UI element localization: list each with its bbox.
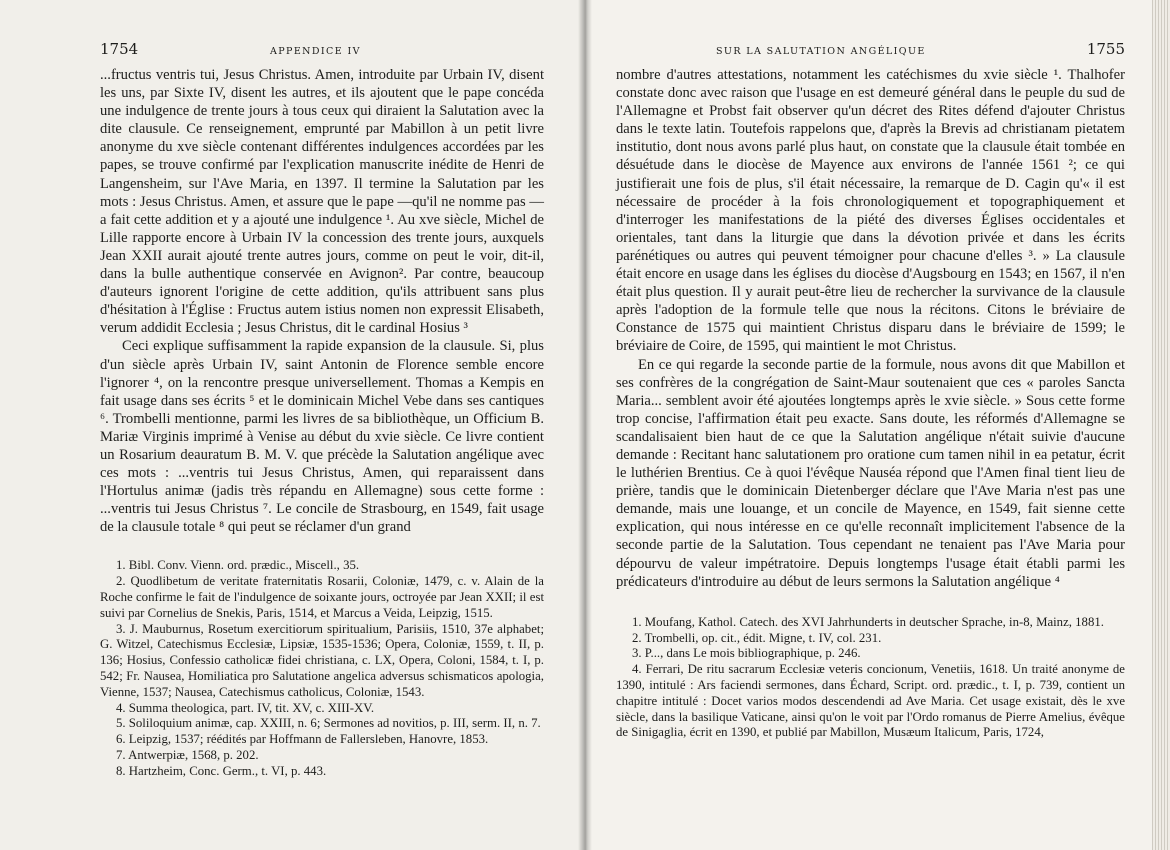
footnote: 2. Quodlibetum de veritate fraternitatis Rosarii, Coloniæ, 1479, c. v. Alain de la Roche confirme le fait de l'indulgence de soixante jours, octroyée par Jean XXII; il est suivi par Cornelius de Snekis, Paris, 1514, et Marcus a Veida, Leipzig, 1515.: [100, 574, 544, 620]
right-body-text: [616, 66, 1125, 591]
footnote: 4. Ferrari, De ritu sacrarum Ecclesiæ veteris concionum, Venetiis, 1618. Un traité anonyme de 1390, intitulé : Ars faciendi sermones, dans Échard, Script. ord. prædic., t. I, p. 739, contient un chapitre intitulé : Docet varios modos descendendi ad Ave Maria. Cet usage existait, dès le xve siècle, dans la basilique Vaticane, ainsi qu'on le voit par l'Ordo romanus de Pierre Amelius, évêque de Sinigaglia, écrit en 1390, et publié par Mabillon, Musæum Italicum, Paris, 1724,: [616, 662, 1125, 740]
left-page-number: 1754: [100, 40, 139, 58]
left-paragraph-2: Ceci explique suffisamment la rapide expansion de la clausule. Si, plus d'un siècle après Urbain IV, saint Antonin de Florence semble encore l'ignorer ⁴, on la rencontre presque universellement. Thomas a Kempis en fait usage dans ses écrits ⁵ et le dominicain Michel Vebe dans ses cantiques ⁶. Trombelli mentionne, parmi les livres de sa bibliothèque, un Officium B. Mariæ Virginis imprimé à Venise au début du xvie siècle. Ce livre contient un Rosarium deauratum B. M. V. que précède la Salutation angélique avec ces mots : ...ventris tui Jesus Christus, Amen, qui reparaissent dans l'Hortulus animæ (jadis très répandu en Allemagne) sous cette forme : ...ventris tui Jesus Christus ⁷. Le concile de Strasbourg, en 1549, fait usage de la clausule totale ⁸ qui peut se réclamer d'un grand: [100, 338, 544, 536]
left-running-head: [100, 40, 544, 66]
footnote: 8. Hartzheim, Conc. Germ., t. VI, p. 443.: [116, 763, 327, 778]
left-page: [0, 0, 584, 850]
footnote: 3. P..., dans Le mois bibliographique, p. 246.: [632, 646, 861, 661]
footnote: 4. Summa theologica, part. IV, tit. XV, c. XIII-XV.: [116, 700, 375, 715]
right-page: [584, 0, 1170, 850]
left-running-title: APPENDICE IV: [270, 46, 361, 57]
footnote: 1. Bibl. Conv. Vienn. ord. prædic., Miscell., 35.: [116, 558, 360, 573]
right-footnotes: [616, 615, 1125, 741]
left-body-text: [100, 66, 544, 536]
right-paragraph-1: nombre d'autres attestations, notamment les catéchismes du xvie siècle ¹. Thalhofer constate donc avec raison que l'usage en est demeuré général dans le peuple du sud de l'Allemagne et Probst fait observer qu'un décret des Rites défend d'ajouter Christus dans le texte latin. Toutefois rappelons que, d'après la Brevis ad christianam pietatem institutio, dont nous avons parlé plus haut, on constate que la clausule était tombée en désuétude dans le diocèse de Mayence aux environs de l'année 1561 ²; ce qui justifierait une fois de plus, s'il était nécessaire, la remarque de D. Cagin qu'« il est nécessaire de procéder à la fois chronologiquement et topographiquement et d'interroger les manifestations de la piété des diverses Églises occidentales et orientales, tant dans la liturgie que dans la dévotion privée et dans les écrits parénétiques ou autres qui peuvent témoigner pour chacune d'elles ³. » La clausule était encore en usage dans les églises du diocèse d'Augsbourg en 1543; en 1567, il n'en était plus question. Il y aurait peut-être lieu de rechercher la survivance de la clausule après l'adoption de la formule telle que nous la récitons. Citons le bréviaire de Constance de 1575 qui maintient Christus disparu dans le bréviaire de 1599; le bréviaire de Coire, de 1595, qui maintient le mot Christus.: [616, 67, 1125, 355]
book-gutter-shadow: [578, 0, 592, 850]
footnote: 2. Trombelli, op. cit., édit. Migne, t. IV, col. 231.: [632, 630, 882, 645]
page-edge-stack: [1152, 0, 1170, 850]
right-page-number: 1755: [1086, 40, 1125, 58]
footnote: 7. Antwerpiæ, 1568, p. 202.: [116, 748, 259, 762]
footnote: 5. Soliloquium animæ, cap. XXIII, n. 6; Sermones ad novitios, p. III, serm. II, n. 7.: [116, 716, 541, 731]
right-running-title: SUR LA SALUTATION ANGÉLIQUE: [716, 46, 926, 57]
right-running-head: [616, 40, 1125, 66]
right-paragraph-2: En ce qui regarde la seconde partie de la formule, nous avons dit que Mabillon et ses confrères de la congrégation de Saint-Maur soutenaient que ces « paroles Sancta Maria... semblent avoir été ajoutées longtemps après le xvie siècle. » Sous cette forme trop concise, l'affirmation était peu exacte. Sans doute, les réformés d'Allemagne se scandalisaient bien haut de ce que la Salutation angélique n'était suivie d'aucune demande : Recitant hanc salutationem pro oratione cum tamen nihil in ea petatur, écrit le luthérien Brentius. Ce à quoi l'évêque Nauséa répond que l'Amen final tient lieu de prière, tandis que le dominicain Dietenberger déclare que l'Ave Maria n'est pas une demande, mais une louange, et un concile de Mayence, en 1549, fait sienne cette explication, qui nous intéresse en ce qu'elle reconnaît implicitement l'absence de la seconde partie de la Salutation. Tous cependant ne tenaient pas l'Ave Maria pour dépourvu de valeur impétratoire. Depuis longtemps l'usage était établi parmi les prédicateurs d'introduire au début de leurs sermons la Salutation angélique ⁴: [616, 356, 1125, 590]
footnote: 6. Leipzig, 1537; réédités par Hoffmann de Fallersleben, Hanovre, 1853.: [116, 732, 489, 747]
left-footnotes: [100, 558, 544, 779]
left-paragraph-1: ...fructus ventris tui, Jesus Christus. Amen, introduite par Urbain IV, disent les uns, par Sixte IV, disent les autres, et ils ajoutent que le pape concéda une indulgence de trente jours à tous ceux qui diraient la Salutation avec la dite clausule. Ce renseignement, emprunté par Mabillon à un petit livre anonyme du xve siècle contenant différentes indulgences accordées par les papes, se trouve confirmé par l'explication manuscrite inédite de Henri de Langensheim, sur l'Ave Maria, en 1397. Il termine la Salutation par les mots : Jesus Christus. Amen, et assure que le pape —qu'il ne nomme pas — a fait cette addition et y a ajouté une indulgence ¹. Au xve siècle, Michel de Lille rapporte encore à Urbain IV la concession des trente jours, auxquels Jean XXII aurait ajouté trente autres jours, comme on peut le voir, dit-il, dans la bulle authentique conservée en Avignon². Par contre, beaucoup d'auteurs ignorent l'origine de cette addition, qu'ils attribuent sans plus d'hésitation à l'Église : Fructus autem istius nomen non expressit Elisabeth, verum addidit Ecclesia ; Jesus Christus, dit le cardinal Hosius ³: [100, 67, 544, 337]
footnote: 3. J. Mauburnus, Rosetum exercitiorum spiritualium, Parisiis, 1510, 37e alphabet; G. Witzel, Catechismus Ecclesiæ, Lipsiæ, 1535-1536; Opera, Coloniæ, 1559, t. II, p. 136; Hosius, Confessio catholicæ fidei christiana, c. LX, Opera, Coloni, 1584, t. I, p. 542; Fr. Nausea, Homiliatica pro Salutatione angelica adversus schismaticos apologia, Vienne, 1537; Nausea, Catechismus catholicus, Coloniæ, 1543.: [100, 621, 544, 699]
footnote: 1. Moufang, Kathol. Catech. des XVI Jahrhunderts in deutscher Sprache, in-8, Mainz, 1881.: [632, 614, 1104, 629]
